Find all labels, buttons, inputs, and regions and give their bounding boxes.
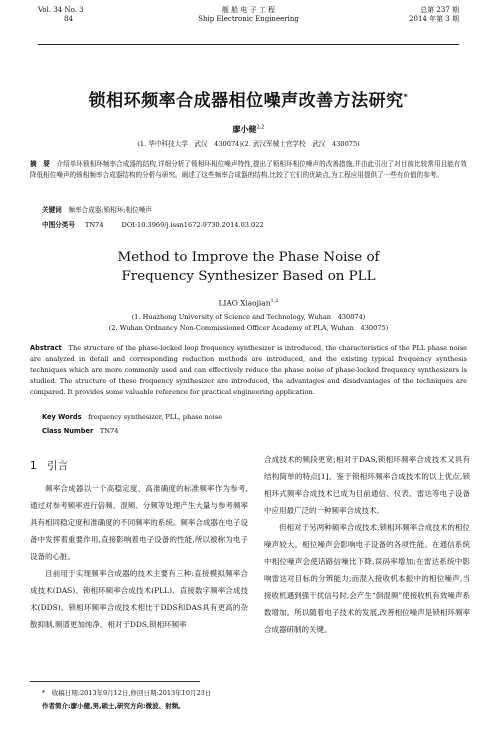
header-volume: Vol. 34 No. 3 [38,6,84,14]
section-heading-introduction: 1 引言 [30,460,69,472]
running-header [38,6,459,45]
affiliation-english-2: (2. Wuhan Ordnancy Non-Commissioned Officer Academy of PLA, Wuhan 430075) [108,324,389,332]
title-english [0,248,497,286]
footnote-divider [30,681,200,682]
keywords-english [42,411,222,421]
keywords-english-label: Key Words [42,413,82,421]
abstract-chinese-label: 摘 要 [30,160,50,168]
keywords-chinese-text: 频率合成器;锁相环;相位噪声 [68,206,152,214]
body-paragraph: 合成技术的频段更宽;相对于DAS,锁相环频率合成技术又具有结构简单的特点[1]。鉴于锁相环频率合成技术的以上优点,锁相环式频率合成技术已成为目前通信、仪表、雷达等电子设备中应用最广泛的一种频率合成技术。 [264,455,470,515]
author-chinese-name: 廖小健 [232,125,257,134]
classification-english-label: Class Number [42,427,94,435]
body-column-right [264,451,470,638]
title-english-line-1: Method to Improve the Phase Noise of [117,250,380,265]
author-english [0,298,497,307]
affiliation-chinese: (1. 华中科技大学 武汉 430074)(2. 武汉军械士官学校 武汉 430075) [137,140,360,148]
header-issue-total: 总第 237 期 [420,6,459,14]
title-chinese [0,86,497,111]
author-english-name: LIAO Xiaojian [218,298,271,308]
title-footnote-mark: * [403,92,409,102]
header-journal-cn: 舰 船 电 子 工 程 [221,6,276,14]
header-issue [409,6,459,24]
classification-chinese-label: 中图分类号 [42,221,75,229]
footnote-author-bio: 作者简介:廖小健,男,硕士,研究方向:微波、射频。 [42,702,185,710]
author-chinese [0,124,497,135]
keywords-chinese [42,204,152,214]
keywords-chinese-label: 关键词 [42,206,62,214]
classification-chinese [42,219,282,229]
body-paragraph: 目前用于实现频率合成器的技术主要有三种:直接模拟频率合成技术(DAS)、锁相环频率合成技术(PLL)、直接数字频率合成技术(DDS)。锁相环频率合成技术相比于DDS和DAS具有更高的杂散抑制,频谱更加纯净。相对于DDS,锁相环频率 [30,569,248,629]
body-paragraph: 但相对于另两种频率合成技术,锁相环频率合成技术的相位噪声较大。相位噪声会影响电子设备的各项性能。在通信系统中相位噪声会使话路信噪比下降,误码率增加;在雷达系统中影响雷达对目标的分辨能力;而混入接收机本振中的相位噪声,当接收机遇到强干扰信号时,会产生“倒混频”使接收机有效噪声系数增加。所以随着电子技术的发展,改善相位噪声是锁相环频率合成器研制的关键。 [264,523,470,634]
abstract-english-text: The structure of the phase-locked loop frequency synthesizer is introduced, the characteristics of the PLL phase noise are analyzed in detail and corresponding reduction methods are introduced, and the existing typical frequency synthesis techniques which are more commonly used and can effectively reduce the phase noise of phase-locked frequency synthesizers is studied. The structure of these frequency synthesizer are introduced, the advantages and disadvantages of the techniques are compared. It provides some valuable reference for practical engineering application. [30,344,468,396]
affiliation-english-1: (1. Huazhong University of Science and Technology, Wuhan 430074) [131,313,366,321]
abstract-chinese [30,159,467,181]
header-issue-year: 2014 年第 3 期 [409,15,459,23]
abstract-english-label: Abstract [30,344,62,352]
header-journal [38,6,459,24]
classification-english-value: TN74 [99,427,119,435]
keywords-english-text: frequency synthesizer, PLL, phase noise [88,413,223,421]
footnote-received-date: * 收稿日期:2013年9月12日,修回日期:2013年10月23日 [42,689,212,697]
classification-english [42,425,118,435]
affiliation-english [0,312,497,334]
header-page-number: 84 [64,15,73,23]
author-chinese-affil-marks: 1,2 [256,124,265,131]
abstract-english [30,343,467,398]
title-chinese-text: 锁相环频率合成器相位噪声改善方法研究 [88,91,404,111]
classification-chinese-value: TN74 [84,221,104,229]
doi: DOI:10.3969/j.issn1672-9730.2014.03.022 [121,221,264,229]
author-english-affil-marks: 1,2 [270,298,279,304]
body-column-left [30,480,248,633]
title-english-line-2: Frequency Synthesizer Based on PLL [121,269,376,284]
header-journal-en: Ship Electronic Engineering [198,15,299,23]
abstract-chinese-text: 介绍单环锁相环频率合成器的结构,详细分析了锁相环相位噪声特性,提出了锁相环相位噪声的改善措施,并由此引出了对目前比较常用且能有效降低相位噪声的锁相频率合成器结构的分析与研究。阐述了这些频率合成器的结构,比较了它们的优缺点,为工程应用提供了一些有价值的参考。 [30,160,468,179]
body-paragraph: 频率合成器以一个高稳定度、高准确度的标准频率作为参考,通过对参考频率进行倍频、混频、分频等处理产生大量与参考频率具有相同稳定度和准确度的不同频率的系统。频率合成器在电子设备中发挥着重要作用,直接影响着电子设备的性能,所以被称为电子设备的心脏。 [30,484,248,561]
